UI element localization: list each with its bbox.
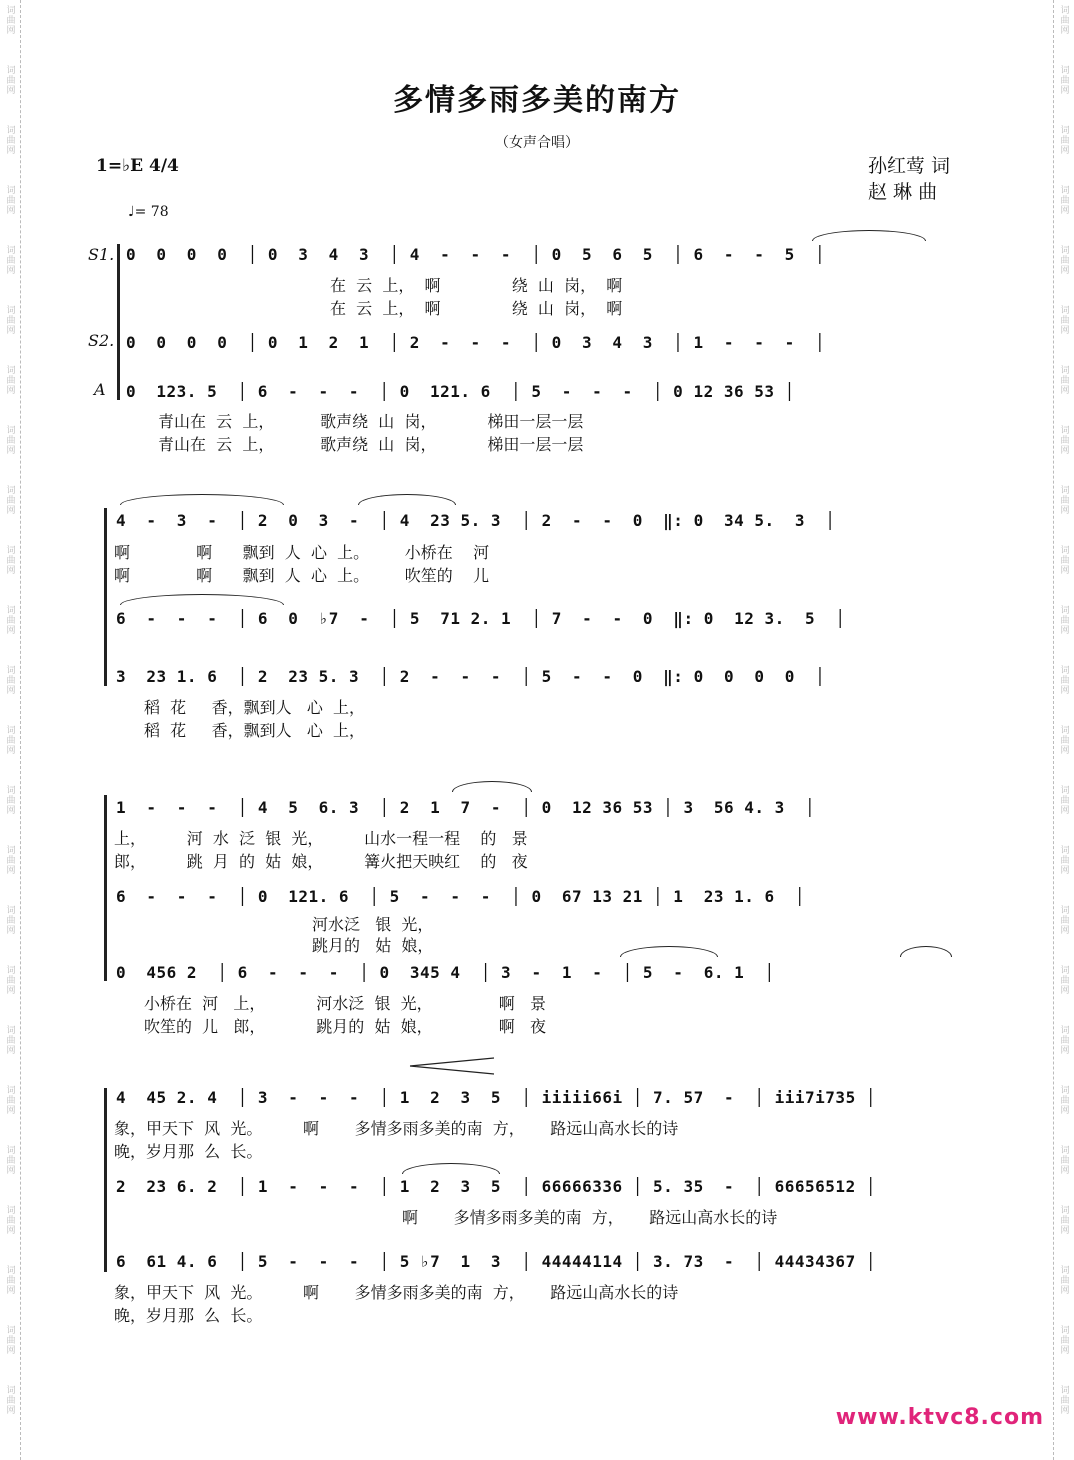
side-watermark: 词 曲 网 xyxy=(1060,1386,1070,1416)
side-watermark: 词 曲 网 xyxy=(1060,1146,1070,1176)
s2-lyrics-verse1: 啊 多情多雨多美的南 方， 路远山高水长的诗 xyxy=(402,1208,778,1227)
side-watermark: 词 曲 网 xyxy=(6,1146,16,1176)
a-lyrics-verse1: 稻 花 香，飘到人 心 上， xyxy=(144,698,366,717)
s1-lyrics-verse2: 在 云 上， 啊 绕 山 岗， 啊 xyxy=(330,299,623,318)
tie xyxy=(358,494,456,505)
side-watermark: 词 曲 网 xyxy=(1060,966,1070,996)
a-notes: 0 456 2 │ 6 - - - │ 0 345 4 │ 3 - 1 - │ 5 - 6. 1 │ xyxy=(116,963,775,982)
s1-lyrics-verse1: 象，甲天下 风 光。 啊 多情多雨多美的南 方， 路远山高水长的诗 xyxy=(114,1119,679,1138)
side-watermark: 词 曲 网 xyxy=(1060,186,1070,216)
s1-notes: 4 - 3 - │ 2 0 3 - │ 4 23 5. 3 │ 2 - - 0 ‖: 0 34 5. 3 │ xyxy=(116,511,836,530)
side-watermark: 词 曲 网 xyxy=(1060,1206,1070,1236)
side-watermark: 词 曲 网 xyxy=(1060,546,1070,576)
side-watermark: 词 曲 网 xyxy=(6,1326,16,1356)
side-watermark: 词 曲 网 xyxy=(1060,246,1070,276)
left-margin-line xyxy=(20,0,21,1460)
side-watermark: 词 曲 网 xyxy=(6,846,16,876)
side-watermark: 词 曲 网 xyxy=(6,246,16,276)
side-watermark: 词 曲 网 xyxy=(1060,906,1070,936)
s1-notes: 1 - - - │ 4 5 6. 3 │ 2 1 7 - │ 0 12 36 53 │ 3 56 4. 3 │ xyxy=(116,798,816,817)
s1-lyrics-verse1: 上， 河 水 泛 银 光， 山水一程一程 的 景 xyxy=(114,829,528,848)
side-watermark: 词 曲 网 xyxy=(6,1266,16,1296)
side-watermark: 词 曲 网 xyxy=(1060,426,1070,456)
side-watermark: 词 曲 网 xyxy=(6,966,16,996)
a-lyrics-verse1: 小桥在 河 上， 河水泛 银 光， 啊 景 xyxy=(144,994,547,1013)
side-watermark: 词 曲 网 xyxy=(6,1206,16,1236)
side-watermark: 词 曲 网 xyxy=(1060,6,1070,36)
s2-notes: 6 - - - │ 6 0 ♭7 - │ 5 71 2. 1 │ 7 - - 0 ‖: 0 12 3. 5 │ xyxy=(116,609,846,628)
side-watermark: 词 曲 网 xyxy=(6,66,16,96)
a-lyrics-verse1: 青山在 云 上， 歌声绕 山 岗， 梯田一层一层 xyxy=(158,412,584,431)
a-notes: 6 61 4. 6 │ 5 - - - │ 5 ♭7 1 3 │ 44444114 │ 3. 73 - │ 44434367 │ xyxy=(116,1252,876,1271)
side-watermark: 词 曲 网 xyxy=(6,666,16,696)
site-watermark: www.ktvc8.com xyxy=(835,1405,1044,1430)
s1-notes: 0 0 0 0 │ 0 3 4 3 │ 4 - - - │ 0 5 6 5 │ 6 - - 5 │ xyxy=(126,245,826,264)
side-watermark: 词 曲 网 xyxy=(1060,666,1070,696)
tie xyxy=(620,946,718,957)
tie xyxy=(900,946,952,957)
side-watermark: 词 曲 网 xyxy=(1060,606,1070,636)
side-watermark: 词 曲 网 xyxy=(1060,66,1070,96)
side-watermark: 词 曲 网 xyxy=(1060,786,1070,816)
side-watermark: 词 曲 网 xyxy=(6,786,16,816)
s2-lyrics-verse1: 河水泛 银 光， xyxy=(312,915,434,934)
side-watermark: 词 曲 网 xyxy=(6,186,16,216)
side-watermark: 词 曲 网 xyxy=(6,426,16,456)
a-notes: 3 23 1. 6 │ 2 23 5. 3 │ 2 - - - │ 5 - - 0 ‖: 0 0 0 0 │ xyxy=(116,667,826,686)
side-watermark: 词 曲 网 xyxy=(1060,486,1070,516)
s1-lyrics-verse1: 啊 啊 飘到 人 心 上。 小桥在 河 xyxy=(114,543,490,562)
right-margin-line xyxy=(1053,0,1054,1460)
side-watermark: 词 曲 网 xyxy=(6,726,16,756)
system-bracket xyxy=(117,244,120,400)
tie xyxy=(812,230,926,241)
side-watermark: 词 曲 网 xyxy=(1060,726,1070,756)
tempo-marking: ♩= 78 xyxy=(128,204,169,220)
side-watermark: 词 曲 网 xyxy=(6,906,16,936)
voice-label-s2: S2. xyxy=(88,331,115,350)
lyricist-credit: 孙红莺 词 xyxy=(868,155,951,177)
a-lyrics-verse1: 象，甲天下 风 光。 啊 多情多雨多美的南 方， 路远山高水长的诗 xyxy=(114,1283,679,1302)
side-watermark: 词 曲 网 xyxy=(6,1086,16,1116)
side-watermark: 词 曲 网 xyxy=(1060,1086,1070,1116)
system-bracket xyxy=(104,795,107,981)
a-notes: 0 123. 5 │ 6 - - - │ 0 121. 6 │ 5 - - - │ 0 12 36 53 │ xyxy=(126,382,795,401)
side-watermark: 词 曲 网 xyxy=(6,546,16,576)
side-watermark: 词 曲 网 xyxy=(6,486,16,516)
side-watermark: 词 曲 网 xyxy=(1060,306,1070,336)
key-signature xyxy=(96,156,179,176)
tie xyxy=(452,781,532,792)
side-watermark: 词 曲 网 xyxy=(1060,1266,1070,1296)
voice-label-a: A xyxy=(94,380,106,399)
side-watermark: 词 曲 网 xyxy=(6,6,16,36)
s1-notes: 4 45 2. 4 │ 3 - - - │ 1 2 3 5 │ iiiii66i │ 7. 57 - │ iii7i735 │ xyxy=(116,1088,876,1107)
subtitle: （女声合唱） xyxy=(495,135,579,151)
page-title: 多情多雨多美的南方 xyxy=(393,83,681,118)
tie xyxy=(402,1163,500,1174)
system-bracket xyxy=(104,508,107,686)
a-lyrics-verse2: 吹笙的 儿 郎， 跳月的 姑 娘， 啊 夜 xyxy=(144,1017,547,1036)
side-watermark: 词 曲 网 xyxy=(1060,1326,1070,1356)
s2-notes: 2 23 6. 2 │ 1 - - - │ 1 2 3 5 │ 66666336 │ 5. 35 - │ 66656512 │ xyxy=(116,1177,876,1196)
side-watermark: 词 曲 网 xyxy=(1060,1026,1070,1056)
side-watermark: 词 曲 网 xyxy=(6,126,16,156)
time-signature: 4/4 xyxy=(148,156,179,176)
s2-notes: 0 0 0 0 │ 0 1 2 1 │ 2 - - - │ 0 3 4 3 │ 1 - - - │ xyxy=(126,333,826,352)
side-watermark: 词 曲 网 xyxy=(1060,126,1070,156)
side-watermark: 词 曲 网 xyxy=(6,606,16,636)
side-watermark: 词 曲 网 xyxy=(6,1386,16,1416)
s1-lyrics-verse1: 在 云 上， 啊 绕 山 岗， 啊 xyxy=(330,276,623,295)
s2-lyrics-verse2: 跳月的 姑 娘， xyxy=(312,936,434,955)
s1-lyrics-verse2: 郎， 跳 月 的 姑 娘， 篝火把天映红 的 夜 xyxy=(114,852,528,871)
crescendo-hairpin xyxy=(408,1054,498,1078)
tie xyxy=(120,494,284,505)
a-lyrics-verse2: 晚，岁月那 么 长。 xyxy=(114,1306,263,1325)
system-bracket xyxy=(104,1088,107,1272)
side-watermark: 词 曲 网 xyxy=(6,1026,16,1056)
composer-credit: 赵 琳 曲 xyxy=(868,181,938,203)
side-watermark: 词 曲 网 xyxy=(1060,846,1070,876)
key-label: 1=♭E xyxy=(96,156,144,176)
a-lyrics-verse2: 青山在 云 上， 歌声绕 山 岗， 梯田一层一层 xyxy=(158,435,584,454)
side-watermark: 词 曲 网 xyxy=(1060,366,1070,396)
tie xyxy=(120,594,284,605)
s1-lyrics-verse2: 晚，岁月那 么 长。 xyxy=(114,1142,263,1161)
voice-label-s1: S1. xyxy=(88,245,115,264)
side-watermark: 词 曲 网 xyxy=(6,306,16,336)
a-lyrics-verse2: 稻 花 香，飘到人 心 上， xyxy=(144,721,366,740)
s2-notes: 6 - - - │ 0 121. 6 │ 5 - - - │ 0 67 13 21 │ 1 23 1. 6 │ xyxy=(116,887,806,906)
s1-lyrics-verse2: 啊 啊 飘到 人 心 上。 吹笙的 儿 xyxy=(114,566,490,585)
side-watermark: 词 曲 网 xyxy=(6,366,16,396)
